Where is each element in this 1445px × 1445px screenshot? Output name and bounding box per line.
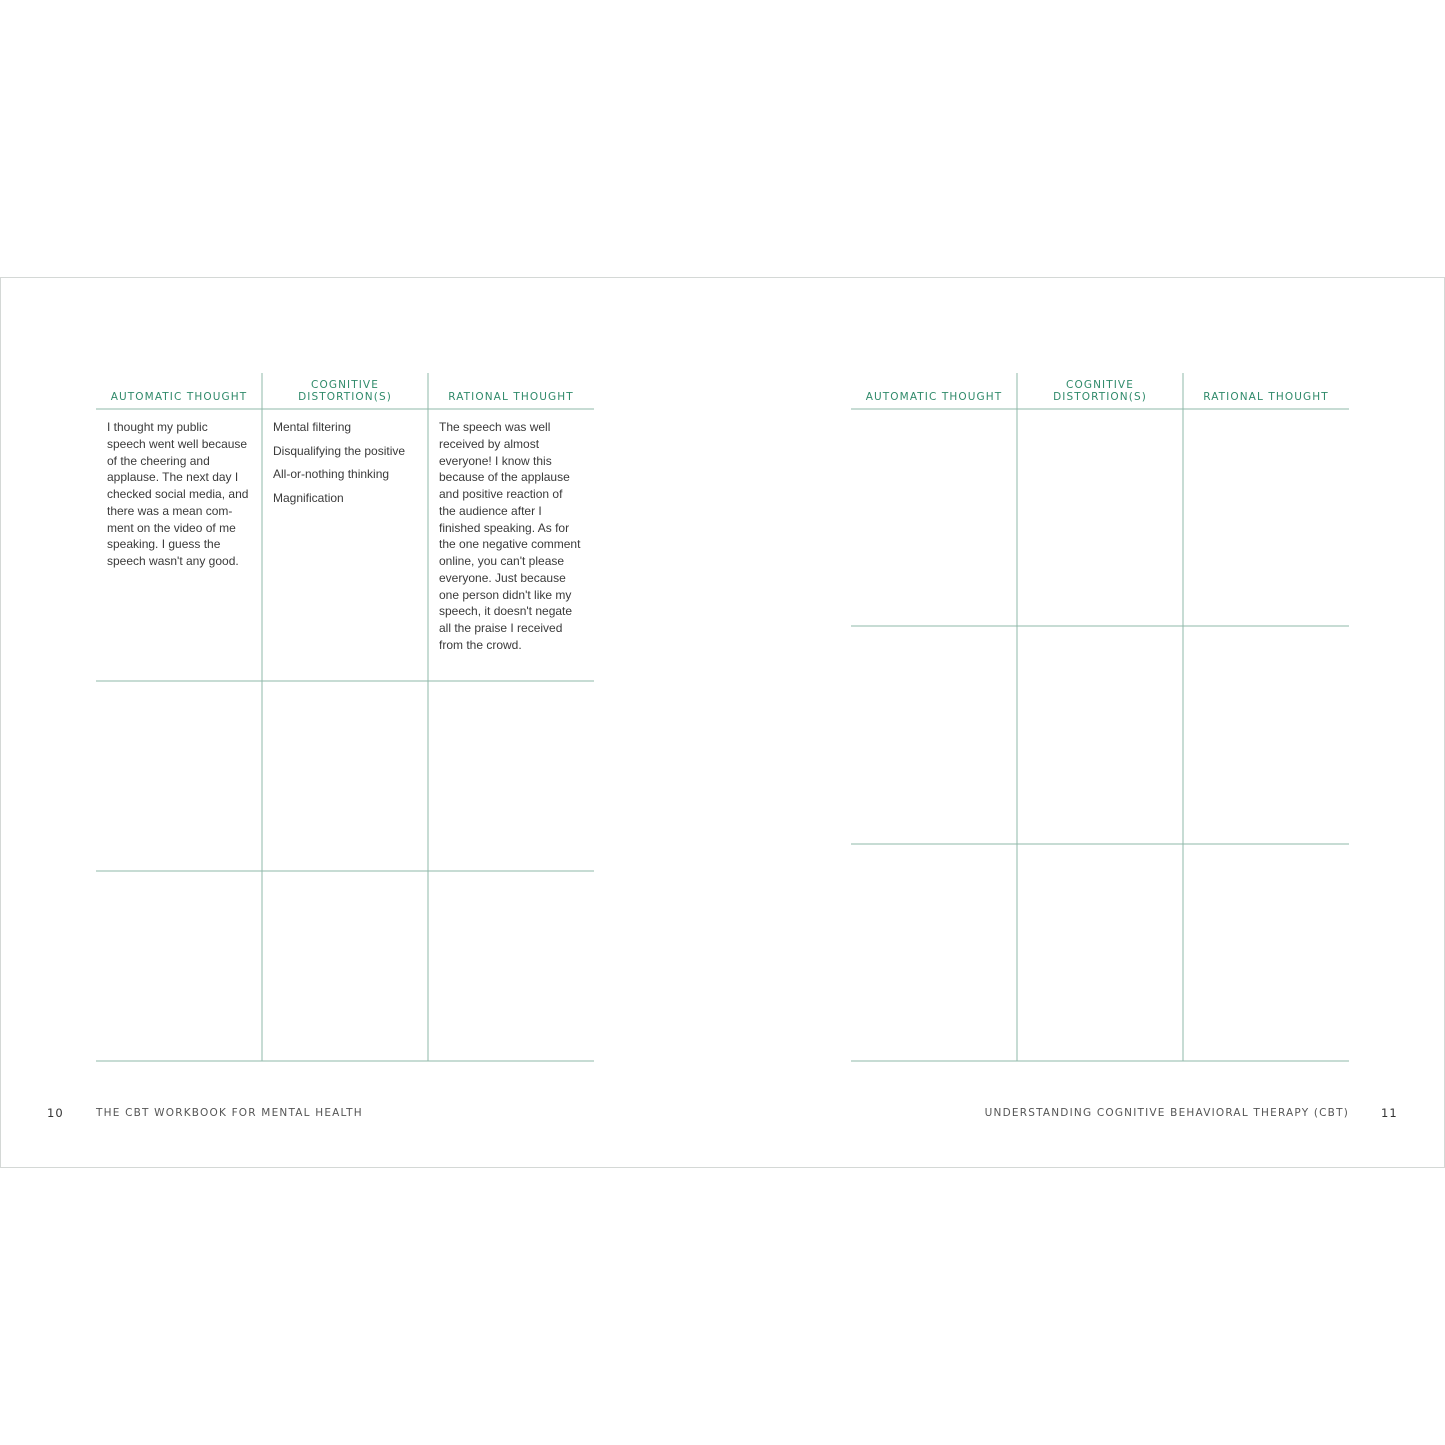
text-line: speaking. I guess the: [107, 537, 221, 552]
text-line: checked social media, and: [107, 487, 249, 501]
distortion-item: Mental filtering: [273, 420, 352, 434]
left-header-automatic-thought: AUTOMATIC THOUGHT: [110, 391, 248, 403]
text-line: applause. The next day I: [107, 470, 239, 485]
example-rational-thought: [439, 419, 591, 654]
left-header-rational-thought: RATIONAL THOUGHT: [448, 391, 574, 403]
text-line: speech, it doesn't negate: [439, 604, 573, 619]
text-line: all the praise I received: [439, 621, 563, 635]
example-distortion-list: [273, 419, 405, 513]
text-line: finished speaking. As for: [439, 520, 570, 535]
text-line: online, you can't please: [439, 554, 565, 568]
text-line: and positive reaction of: [439, 487, 563, 501]
left-header-cognitive-distortions: [262, 379, 428, 403]
example-automatic-thought: [107, 419, 257, 570]
text-line: of the cheering and: [107, 453, 210, 468]
text-line: everyone! I know this: [439, 453, 552, 468]
distortion-item: Disqualifying the positive: [273, 443, 406, 458]
left-running-title: THE CBT WORKBOOK FOR MENTAL HEALTH: [96, 1107, 363, 1119]
right-header-automatic-thought: AUTOMATIC THOUGHT: [865, 391, 1003, 403]
text-line: The speech was well: [439, 420, 551, 434]
text-line: there was a mean com-: [107, 503, 233, 518]
text-line: ment on the video of me: [107, 520, 236, 535]
right-header-cognitive-line2: DISTORTION(S): [1053, 391, 1147, 403]
text-line: speech wasn't any good.: [107, 554, 239, 568]
right-header-cognitive-distortions: [1017, 379, 1183, 403]
text-line: received by almost: [439, 436, 540, 451]
text-line: speech went well because: [107, 436, 248, 451]
distortion-item: Magnification: [273, 490, 344, 505]
text-line: from the crowd.: [439, 637, 522, 652]
right-running-title: UNDERSTANDING COGNITIVE BEHAVIORAL THERAPY (CBT): [984, 1107, 1349, 1119]
text-line: everyone. Just because: [439, 570, 566, 585]
left-page-number: 10: [47, 1106, 64, 1120]
right-header-rational-thought: RATIONAL THOUGHT: [1203, 391, 1329, 403]
left-header-cognitive-line1: COGNITIVE: [311, 379, 379, 391]
right-page-number: 11: [1381, 1106, 1398, 1120]
text-line: one person didn't like my: [439, 587, 572, 602]
text-line: the one negative comment: [439, 537, 581, 552]
text-line: because of the applause: [439, 470, 570, 485]
right-header-cognitive-line1: COGNITIVE: [1066, 379, 1134, 391]
distortion-item: All-or-nothing thinking: [273, 467, 390, 481]
left-header-cognitive-line2: DISTORTION(S): [298, 391, 392, 403]
text-line: I thought my public: [107, 420, 208, 434]
right-table-empty-cells: [851, 410, 1349, 1061]
text-line: the audience after I: [439, 503, 542, 518]
